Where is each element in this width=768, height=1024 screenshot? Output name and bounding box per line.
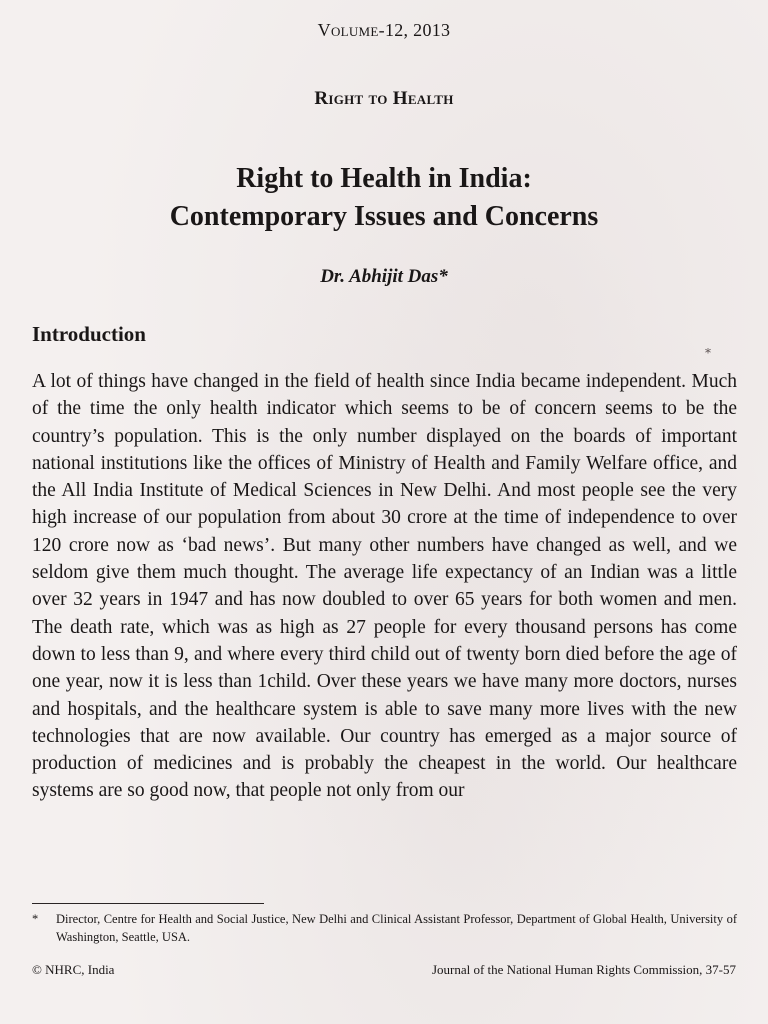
article-author: Dr. Abhijit Das*: [320, 266, 448, 287]
article-title-line-1: Right to Health in India:: [236, 163, 532, 194]
introduction-heading: Introduction: [32, 322, 146, 346]
footnote: [32, 910, 737, 946]
footnote-text: Director, Centre for Health and Social Justice, New Delhi and Clinical Assistant Professor, Department of Global Health, University of Washington, Seattle, USA.: [56, 912, 737, 944]
footnote-mark: *: [32, 912, 39, 926]
volume-header: Volume-12, 2013: [317, 20, 451, 40]
section-title: Right to Health: [314, 88, 454, 109]
footer-copyright: © NHRC, India: [32, 962, 115, 977]
footer-journal: Journal of the National Human Rights Commission, 37-57: [431, 962, 736, 977]
article-title-line-2: Contemporary Issues and Concerns: [169, 201, 599, 232]
body-paragraph: A lot of things have changed in the field of health since India became independent. Much of the time the only health indicator which seems to be of concern seems to be the country’s population. This is the only number displayed on the boards of important national institutions like the offices of Ministry of Health and Family Welfare office, and the All India Institute of Medical Sciences in New Delhi. And most people see the very high increase of our population from about 30 crore at the time of independence to over 120 crore now as ‘bad news’. But many other numbers have changed as well, and we seldom give them much thought. The average life expectancy of an Indian was a little over 32 years in 1947 and has now doubled to over 65 years for both women and men. The death rate, which was as high as 27 people for every thousand persons has come down to less than 9, and where every third child out of twenty born died before the age of one year, now it is less than 1child. Over these years we have many more doctors, nurses and hospitals, and the healthcare system is able to save many more lives with the new technologies that are now available. Our country has emerged as a major source of production of medicines and is probably the cheapest in the world. Our healthcare systems are so good now, that people not only from our: [32, 371, 737, 802]
scan-speck: ⁎: [705, 342, 711, 356]
article-title: [0, 160, 768, 236]
footnote-divider: [32, 903, 264, 904]
